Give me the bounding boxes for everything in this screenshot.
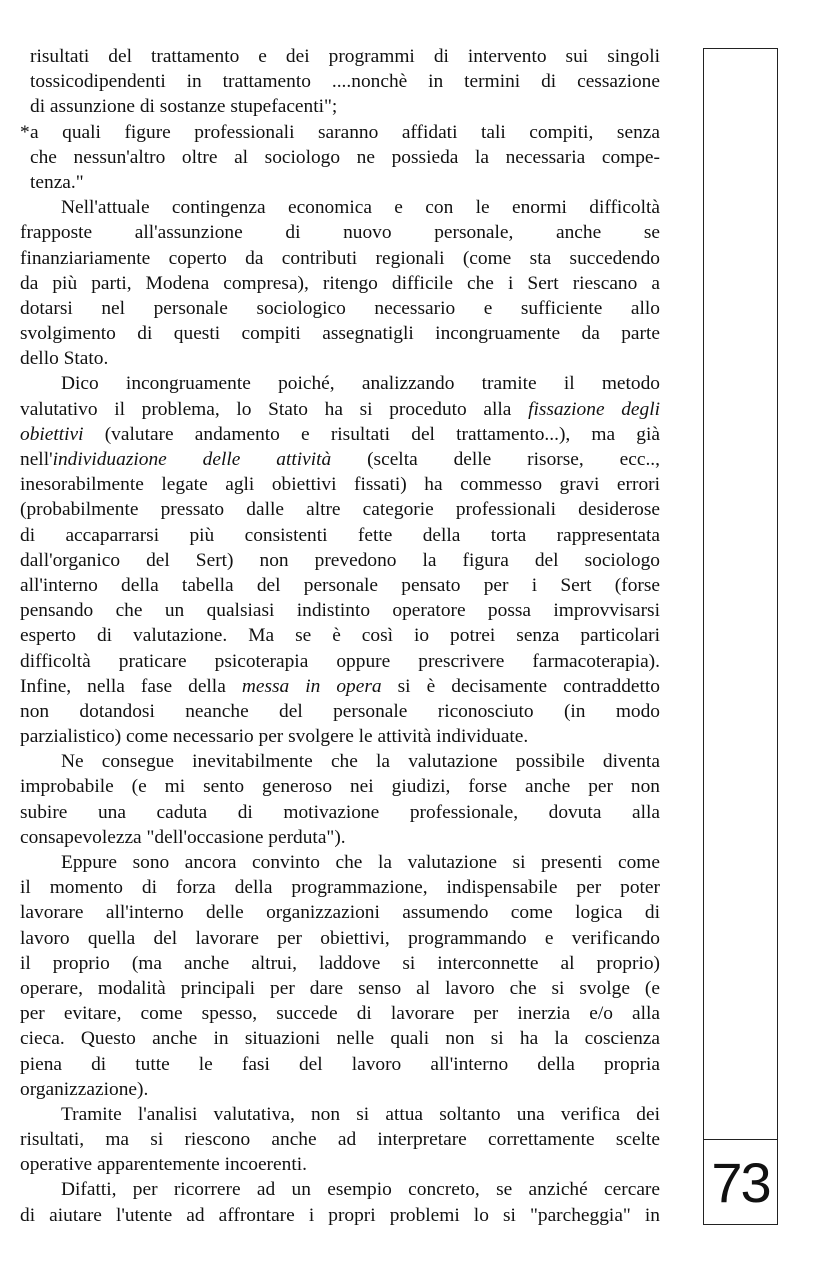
text-line: di assunzione di sostanze stupefacenti"; [30, 96, 338, 118]
text-line: di aiutare l'utente ad affrontare i propri problemi lo si "parcheggia" in [20, 1204, 660, 1226]
text-line: tenza." [30, 171, 84, 193]
text-line: improbabile (e mi sento generoso nei giudizi, forse anche per non [20, 776, 660, 798]
text-line: Nell'attuale contingenza economica e con le enormi difficoltà [61, 197, 660, 219]
text-line: risultati, ma si riescono anche ad interpretare correttamente scelte [20, 1129, 660, 1151]
text-line: di accaparrarsi più consistenti fette della torta rappresentata [20, 524, 660, 546]
text-line: il momento di forza della programmazione, indispensabile per poter [20, 877, 660, 899]
italic-phrase: obiettivi [20, 423, 84, 445]
text-line: tossicodipendenti in trattamento ....nonchè in termini di cessazione [30, 71, 660, 93]
text-line: non dotandosi neanche del personale riconosciuto (in modo [20, 700, 660, 722]
text-line: Dico incongruamente poiché, analizzando tramite il metodo [61, 373, 660, 395]
text-line: pensando che un qualsiasi indistinto operatore possa improvvisarsi [20, 600, 660, 622]
text-line: cieca. Questo anche in situazioni nelle quali non si ha la coscienza [20, 1028, 660, 1050]
text-line: che nessun'altro oltre al sociologo ne possieda la necessaria compe- [30, 146, 660, 168]
text-line: operare, modalità principali per dare senso al lavoro che si svolge (e [20, 977, 660, 999]
text-line: piena di tutte le fasi del lavoro all'interno della propria [20, 1053, 660, 1075]
text-line: operative apparentemente incoerenti. [20, 1154, 307, 1176]
text-line: frapposte all'assunzione di nuovo personale, anche se [20, 222, 660, 244]
text-line: obiettivi (valutare andamento e risultati del trattamento...), ma già [20, 423, 660, 445]
text-line: valutativo il problema, lo Stato ha si proceduto alla fissazione degli [20, 398, 660, 420]
text-line: dotarsi nel personale sociologico necessario e sufficiente allo [20, 297, 660, 319]
body-text [20, 44, 660, 1228]
text-line: lavorare all'interno delle organizzazioni assumendo come logica di [20, 902, 660, 924]
italic-phrase: fissazione degli [528, 398, 660, 420]
text-line: difficoltà praticare psicoterapia oppure prescrivere farmacoterapia). [20, 650, 660, 672]
text-line: finanziariamente coperto da contributi regionali (come sta succedendo [20, 247, 660, 269]
text-line: lavoro quella del lavorare per obiettivi, programmando e verificando [20, 927, 660, 949]
text-line: Eppure sono ancora convinto che la valutazione si presenti come [61, 852, 660, 873]
italic-phrase: messa in opera [241, 675, 382, 697]
text-line: per evitare, come spesso, succede di lavorare per inerzia e/o alla [20, 1003, 660, 1025]
text-line: all'interno della tabella del personale pensato per i Sert (forse [20, 574, 660, 596]
margin-frame [703, 48, 778, 1225]
text-line: dello Stato. [20, 348, 109, 370]
text-line: consapevolezza "dell'occasione perduta"). [20, 826, 346, 848]
text-line: Infine, nella fase della messa in opera si è decisamente contraddetto [20, 675, 660, 697]
text-line: *a quali figure professionali saranno affidati tali compiti, senza [20, 120, 660, 145]
text-line: risultati del trattamento e dei programmi di intervento sui singoli [30, 46, 660, 67]
text-line: subire una caduta di motivazione professionale, dovuta alla [20, 801, 660, 823]
text-line: Ne consegue inevitabilmente che la valutazione possibile diventa [61, 751, 660, 773]
text-line: inesorabilmente legate agli obiettivi fissati) ha commesso gravi errori [20, 474, 660, 496]
text-line: esperto di valutazione. Ma se è così io potrei senza particolari [20, 625, 660, 647]
text-line: nell'individuazione delle attività (scelta delle risorse, ecc.., [20, 449, 660, 470]
italic-phrase: individuazione delle attività [52, 449, 332, 470]
text-line: svolgimento di questi compiti assegnatigli incongruamente da parte [20, 323, 660, 345]
text-line: (probabilmente pressato dalle altre categorie professionali desiderose [20, 499, 660, 521]
text-line: organizzazione). [20, 1078, 149, 1100]
text-line: dall'organico del Sert) non prevedono la figura del sociologo [20, 549, 660, 571]
text-line: Tramite l'analisi valutativa, non si attua soltanto una verifica dei [61, 1103, 660, 1125]
text-line: Difatti, per ricorrere ad un esempio concreto, se anziché cercare [61, 1179, 660, 1201]
text-line: parzialistico) come necessario per svolgere le attività individuate. [20, 726, 529, 748]
text-line: da più parti, Modena compresa), ritengo difficile che i Sert riescano a [20, 272, 660, 294]
text-line: il proprio (ma anche altrui, laddove si interconnette al proprio) [20, 952, 660, 974]
bullet-marker: * [20, 121, 30, 143]
page-number: 73 [703, 1139, 778, 1225]
